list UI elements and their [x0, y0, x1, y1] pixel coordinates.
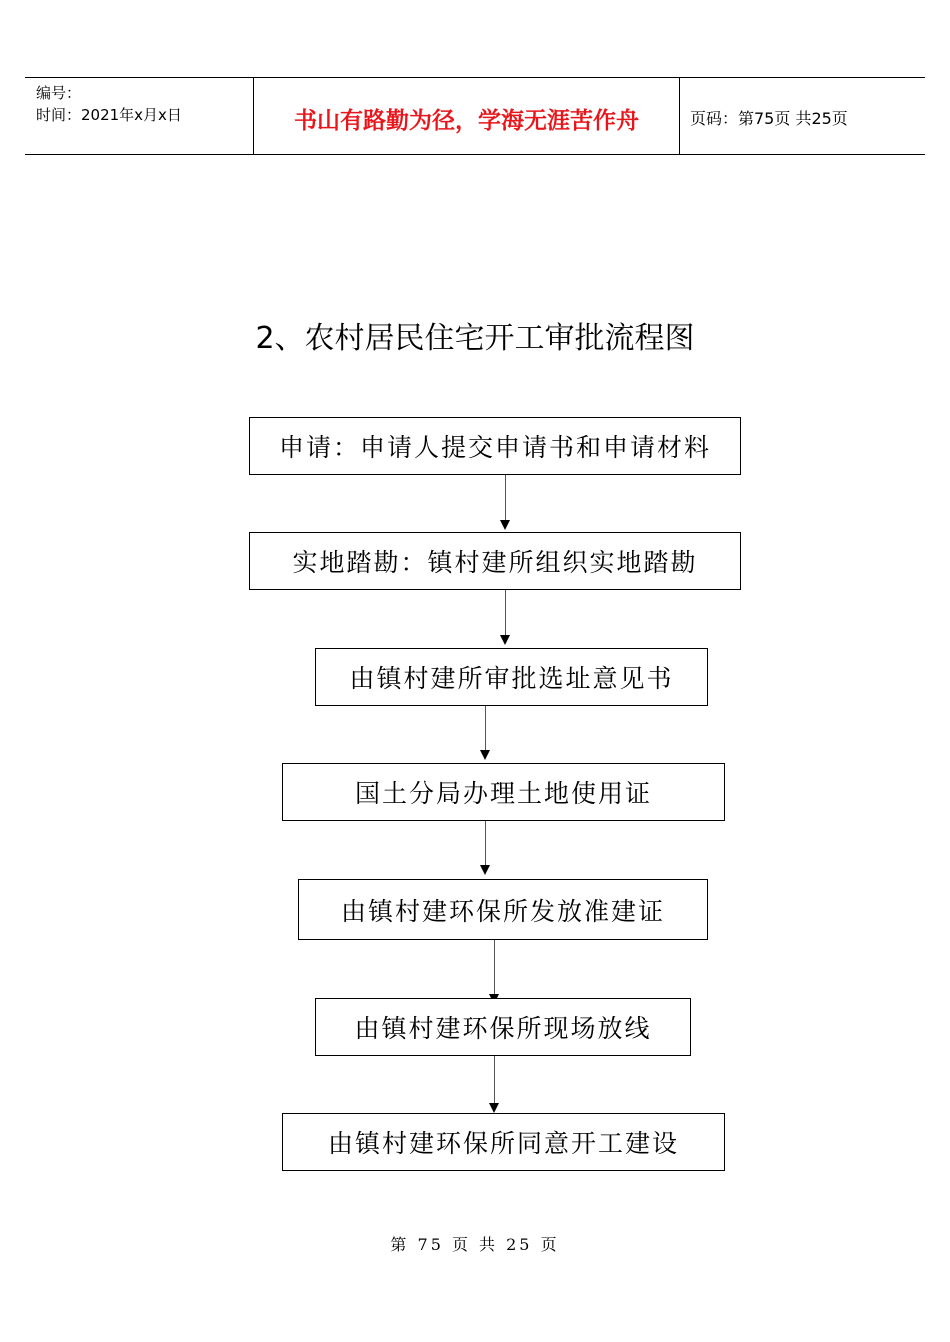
header-page-info: 页码：第75页 共25页 — [690, 109, 848, 128]
header-bottom-rule — [25, 154, 925, 155]
header-top-rule — [25, 77, 925, 78]
time-label: 时间：2021年x月x日 — [36, 106, 182, 124]
flow-arrow-6 — [494, 1056, 495, 1111]
flow-step-land-certificate: 国土分局办理土地使用证 — [282, 763, 725, 821]
footer-page-number: 第 75 页 共 25 页 — [390, 1235, 560, 1254]
header-meta — [36, 82, 182, 126]
flow-arrow-3 — [485, 706, 486, 758]
flow-step-survey: 实地踏勘：镇村建所组织实地踏勘 — [249, 532, 741, 590]
flow-step-start-construction: 由镇村建环保所同意开工建设 — [282, 1113, 725, 1171]
flow-step-build-permit: 由镇村建环保所发放准建证 — [298, 879, 708, 940]
header-divider-right — [679, 77, 680, 155]
flow-arrow-1 — [505, 475, 506, 528]
flow-arrow-4 — [485, 821, 486, 873]
flow-step-site-layout: 由镇村建环保所现场放线 — [315, 998, 691, 1056]
flow-step-apply: 申请：申请人提交申请书和申请材料 — [249, 417, 741, 475]
page-title: 2、农村居民住宅开工审批流程图 — [255, 321, 695, 356]
flow-arrow-5 — [494, 940, 495, 1002]
header-motto: 书山有路勤为径，学海无涯苦作舟 — [294, 107, 639, 134]
flow-arrow-2 — [505, 590, 506, 643]
serial-label: 编号： — [36, 84, 82, 102]
flow-step-site-approval: 由镇村建所审批选址意见书 — [315, 648, 708, 706]
